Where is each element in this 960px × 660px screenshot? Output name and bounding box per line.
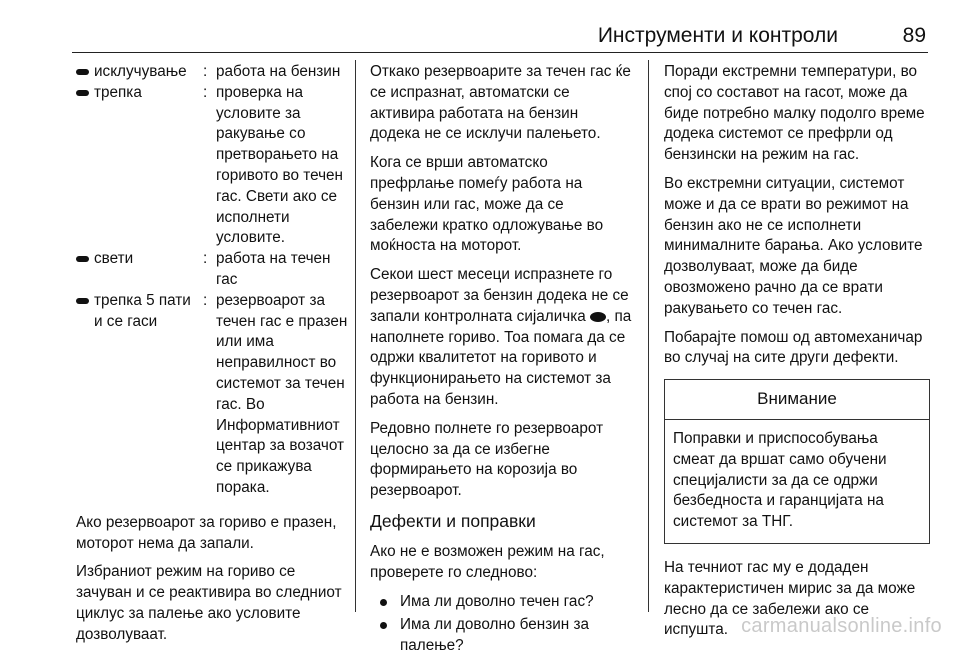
paragraph: Поради екстремни температури, во спој со составот на гасот, може да биде потребно малку подолго време додека системот се префрли од бензински на режим на гас. — [664, 63, 925, 164]
led-meaning: проверка на условите за ракување со претворањето на горивото во течен гас. Свети ако се исполнети условите. — [216, 83, 343, 247]
paragraph: Побарајте помош од автомеханичар во случај на сите други дефекти. — [664, 328, 923, 367]
paragraph: Ако резервоарот за гориво е празен, моторот нема да запали. — [76, 513, 337, 552]
led-meaning: работа на течен гас — [216, 250, 331, 288]
bullet-list — [370, 592, 632, 657]
list-item — [370, 592, 632, 613]
column-divider — [648, 60, 649, 612]
paragraph: Во екстремни ситуации, системот може и да се врати во режимот на бензин ако не се исполнети минималните барања. Ако условите дозволуваат, може да биде овозможено рачно да се врати ракувањето со течен гас. — [664, 174, 923, 317]
led-indicator-icon — [76, 69, 89, 75]
led-indicator-icon — [76, 256, 89, 262]
paragraph: Ако не е возможен режим на гас, проверете го следново: — [370, 542, 605, 581]
column-3 — [664, 62, 930, 649]
column-2 — [370, 62, 632, 660]
bullet-icon — [380, 622, 387, 629]
warning-box — [664, 379, 930, 544]
led-indicator-cell — [76, 83, 202, 249]
list-item-text: Има ли доволно бензин за палење? — [400, 616, 590, 655]
paragraph-text: , па наполнете гориво. Тоа помага да се одржи квалитетот на горивото и функционирањето на системот за работа на бензин. — [370, 307, 632, 408]
led-state-label: трепка — [94, 83, 142, 101]
paragraph-with-icon — [370, 265, 632, 411]
led-meaning: работа на бензин — [216, 63, 341, 80]
led-meaning: резервоарот за течен гас е празен или има неправилност во системот за течен гас. Во Информативниот центар за возачот се прикажува порака. — [216, 291, 348, 496]
paragraph: Кога се врши автоматско префрлање помеѓу работа на бензин или гас, може да се забележи кратко одложување во моќноста на моторот. — [370, 154, 604, 255]
page-number: 89 — [902, 24, 926, 47]
separator-colon: : — [203, 250, 208, 268]
led-state-label: исклучување — [94, 63, 187, 80]
led-indicator-cell — [76, 249, 202, 291]
list-item — [370, 615, 632, 657]
fuel-indicator-icon — [590, 312, 606, 322]
column-divider — [355, 60, 356, 612]
paragraph: Избраниот режим на гориво се зачуван и се реактивира во следниот циклус за палење ако условите дозволуваат. — [76, 563, 342, 643]
section-heading: Дефекти и поправки — [370, 510, 536, 531]
paragraph-text: Секои шест месеци испразнете го резервоарот за бензин додека не се запали контролната сијаличка — [370, 266, 629, 325]
separator-colon: : — [203, 83, 208, 101]
paragraph: Откако резервоарите за течен гас ќе се испразнат, автоматски се активира работата на бензин додека не се исклучи палењето. — [370, 63, 631, 143]
paragraph: На течниот гас му е додаден карактеристичен мирис за да може лесно да се забележи ако се испушта. — [664, 558, 916, 639]
warning-body: Поправки и приспособувања смеат да вршат само обучени специјалисти за да се одржи безбедноста и гаранцијата на системот за ТНГ. — [673, 429, 887, 531]
separator-colon: : — [203, 63, 208, 80]
page-header — [72, 22, 928, 53]
led-indicator-icon — [76, 298, 89, 304]
led-status-table — [76, 62, 352, 499]
separator-colon: : — [203, 291, 208, 309]
page-title: Инструменти и контроли — [597, 24, 838, 47]
watermark: carmanualsonline.info — [741, 615, 942, 637]
paragraph: Редовно полнете го резервоарот целосно за да се избегне формирањето на корозија во резервоарот. — [370, 419, 604, 500]
led-indicator-cell — [76, 62, 202, 83]
bullet-icon — [380, 599, 387, 606]
led-indicator-cell — [76, 291, 202, 499]
column-1 — [76, 62, 352, 654]
led-state-label: свети — [94, 250, 134, 268]
warning-title: Внимание — [665, 380, 929, 420]
led-state-label: трепка 5 пати и се гаси — [94, 291, 191, 330]
led-indicator-icon — [76, 90, 89, 96]
list-item-text: Има ли доволно течен гас? — [400, 592, 594, 610]
